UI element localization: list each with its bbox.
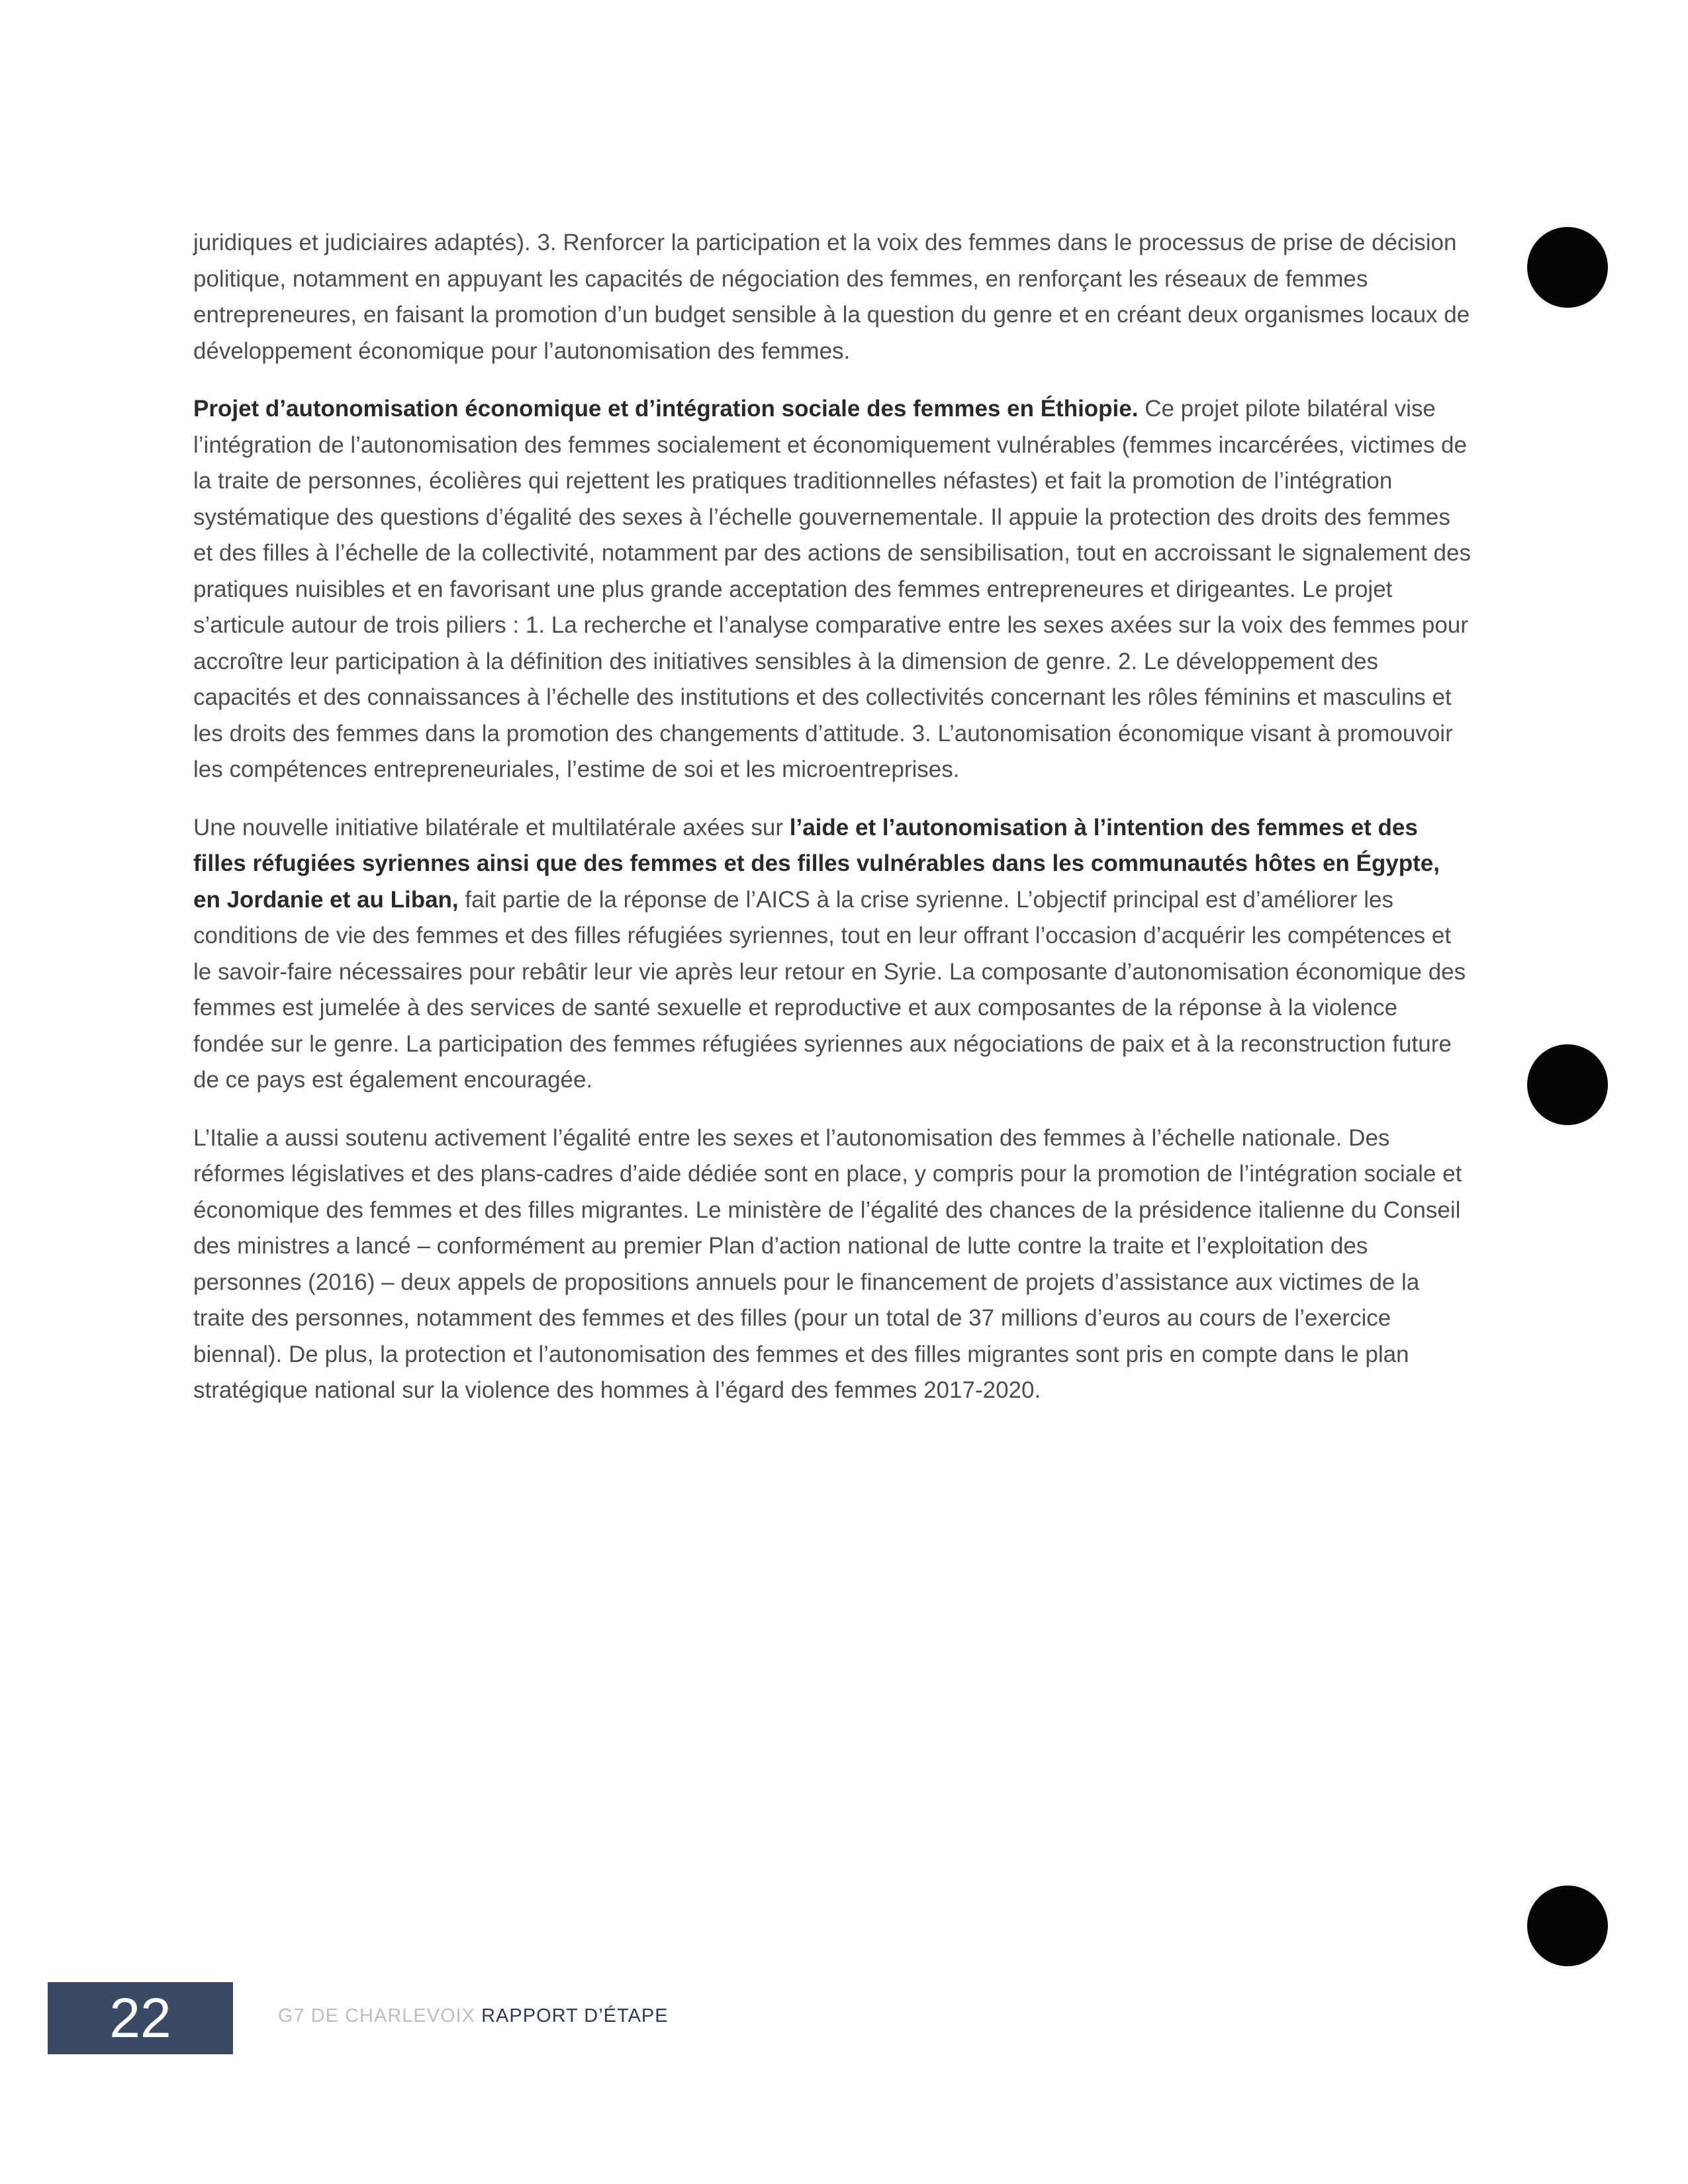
paragraph-syria xyxy=(193,810,1471,1099)
running-footer xyxy=(278,2003,669,2029)
binder-hole-top xyxy=(1527,227,1608,308)
binder-hole-bottom xyxy=(1527,1886,1608,1966)
footer-series: G7 DE CHARLEVOIX xyxy=(278,2005,482,2026)
footer-report-title: RAPPORT D’ÉTAPE xyxy=(481,2005,669,2026)
syria-intro-text: Une nouvelle initiative bilatérale et multilatérale axées sur xyxy=(193,814,790,841)
binder-hole-middle xyxy=(1527,1044,1608,1125)
ethiopia-project-text: Ce projet pilote bilatéral vise l’intégration de l’autonomisation des femmes socialement et économiquement vulnérables (femmes incarcérées, victimes de la traite de personnes, écolières qui rejettent les pratiques traditionnelles néfastes) et fait la promotion de l’intégration systématique des questions d’égalité des sexes à l’échelle gouvernementale. Il appuie la protection des droits des femmes et des filles à l’échelle de la collectivité, notamment par des actions de sensibilisation, tout en accroissant le signalement des pratiques nuisibles et en favorisant une plus grande acceptation des femmes entrepreneures et dirigeantes. Le projet s’articule autour de trois piliers : 1. La recherche et l’analyse comparative entre les sexes axées sur la voix des femmes pour accroître leur participation à la définition des initiatives sensibles à la dimension de genre. 2. Le développement des capacités et des connaissances à l’échelle des institutions et des collectivités concernant les rôles féminins et masculins et les droits des femmes dans la promotion des changements d’attitude. 3. L’autonomisation économique visant à promouvoir les compétences entrepreneuriales, l’estime de soi et les microentreprises. xyxy=(193,396,1471,782)
syria-initiative-text: fait partie de la réponse de l’AICS à la crise syrienne. L’objectif principal est d’améliorer les conditions de vie des femmes et des filles réfugiées syriennes, tout en leur offrant l’occasion d’acquérir les compétences et le savoir-faire nécessaires pour rebâtir leur vie après leur retour en Syrie. La composante d’autonomisation économique des femmes est jumelée à des services de santé sexuelle et reproductive et aux composantes de la réponse à la violence fondée sur le genre. La participation des femmes réfugiées syriennes aux négociations de paix et à la reconstruction future de ce pays est également encouragée. xyxy=(193,886,1466,1093)
main-text xyxy=(193,225,1471,1431)
paragraph-1: juridiques et judiciaires adaptés). 3. Renforcer la participation et la voix des femmes dans le processus de prise de décision politique, notamment en appuyant les capacités de négociation des femmes, en renforçant les réseaux de femmes entrepreneures, en faisant la promotion d’un budget sensible à la question du genre et en créant deux organismes locaux de développement économique pour l’autonomisation des femmes. xyxy=(193,230,1470,364)
paragraph-italy: L’Italie a aussi soutenu activement l’égalité entre les sexes et l’autonomisation des femmes à l’échelle nationale. Des réformes législatives et des plans-cadres d’aide dédiée sont en place, y compris pour la promotion de l’intégration sociale et économique des femmes et des filles migrantes. Le ministère de l’égalité des chances de la présidence italienne du Conseil des ministres a lancé – conformément au premier Plan d’action national de lutte contre la traite et l’exploitation des personnes (2016) – deux appels de propositions annuels pour le financement de projets d’assistance aux victimes de la traite des personnes, notamment des femmes et des filles (pour un total de 37 millions d’euros au cours de l’exercice biennal). De plus, la protection et l’autonomisation des femmes et des filles migrantes sont pris en compte dans le plan stratégique national sur la violence des hommes à l’égard des femmes 2017-2020. xyxy=(193,1124,1462,1403)
page-number-box xyxy=(48,1982,233,2054)
syria-initiative-title: l’aide et l’autonomisation à l’intention des femmes et des filles réfugiées syriennes ainsi que des femmes et des filles vulnérables dans les communautés hôtes en Égypte, en Jordanie et au Liban, xyxy=(193,814,1440,913)
page-number: 22 xyxy=(109,1987,171,2049)
paragraph-ethiopia xyxy=(193,391,1471,788)
ethiopia-project-title: Projet d’autonomisation économique et d’intégration sociale des femmes en Éthiopie. xyxy=(193,396,1139,422)
